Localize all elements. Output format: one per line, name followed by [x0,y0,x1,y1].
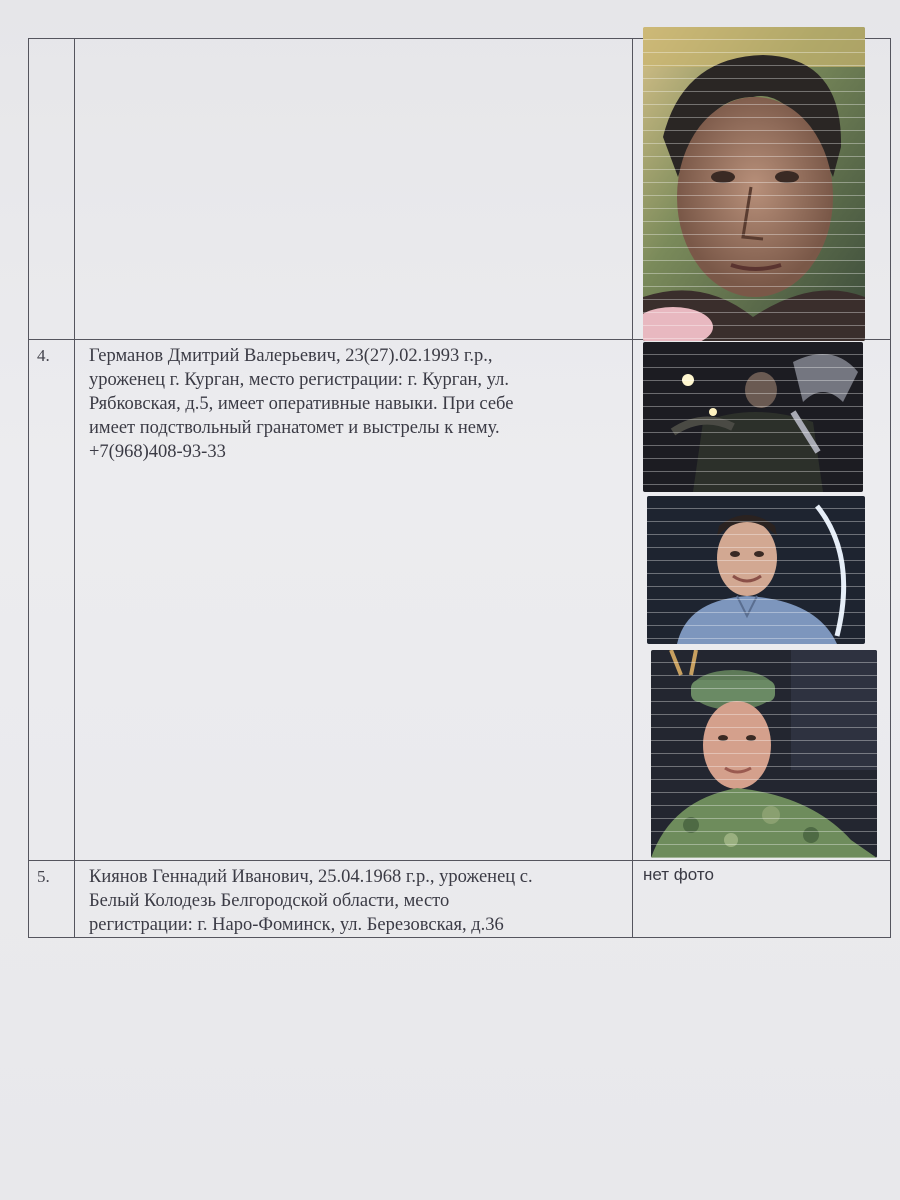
description-line: уроженец г. Курган, место регистрации: г. Курган, ул. [89,370,509,390]
photo-cell [633,340,891,861]
description-line: Белый Колодезь Белгородской области, место [89,891,450,911]
table-row [29,340,891,861]
shirt-photo [647,496,865,644]
table-row [29,39,891,340]
description-cell [75,861,633,938]
description-line: Киянов Геннадий Иванович, 25.04.1968 г.р., уроженец с. [89,867,533,887]
row-number: 5. [37,867,50,886]
description-line: регистрации: г. Наро-Фоминск, ул. Березовская, д.36 [89,915,504,935]
description-line: Рябковская, д.5, имеет оперативные навыки. При себе [89,394,514,414]
person-description [75,340,632,464]
persons-table [28,38,891,938]
description-cell [75,340,633,861]
portrait-photo [643,27,865,341]
number-cell [29,340,75,861]
description-line: имеет подствольный гранатомет и выстрелы к нему. [89,418,500,438]
table-row [29,861,891,938]
photo-cell [633,39,891,340]
person-description [75,861,632,937]
military-photo [651,650,877,858]
description-line: +7(968)408-93-33 [89,442,226,462]
row-number: 4. [37,346,50,365]
no-photo-label: нет фото [643,865,714,884]
number-cell [29,39,75,340]
description-cell [75,39,633,340]
night-photo [643,342,863,492]
photo-cell [633,861,891,938]
description-line: Германов Дмитрий Валерьевич, 23(27).02.1993 г.р., [89,346,493,366]
number-cell [29,861,75,938]
